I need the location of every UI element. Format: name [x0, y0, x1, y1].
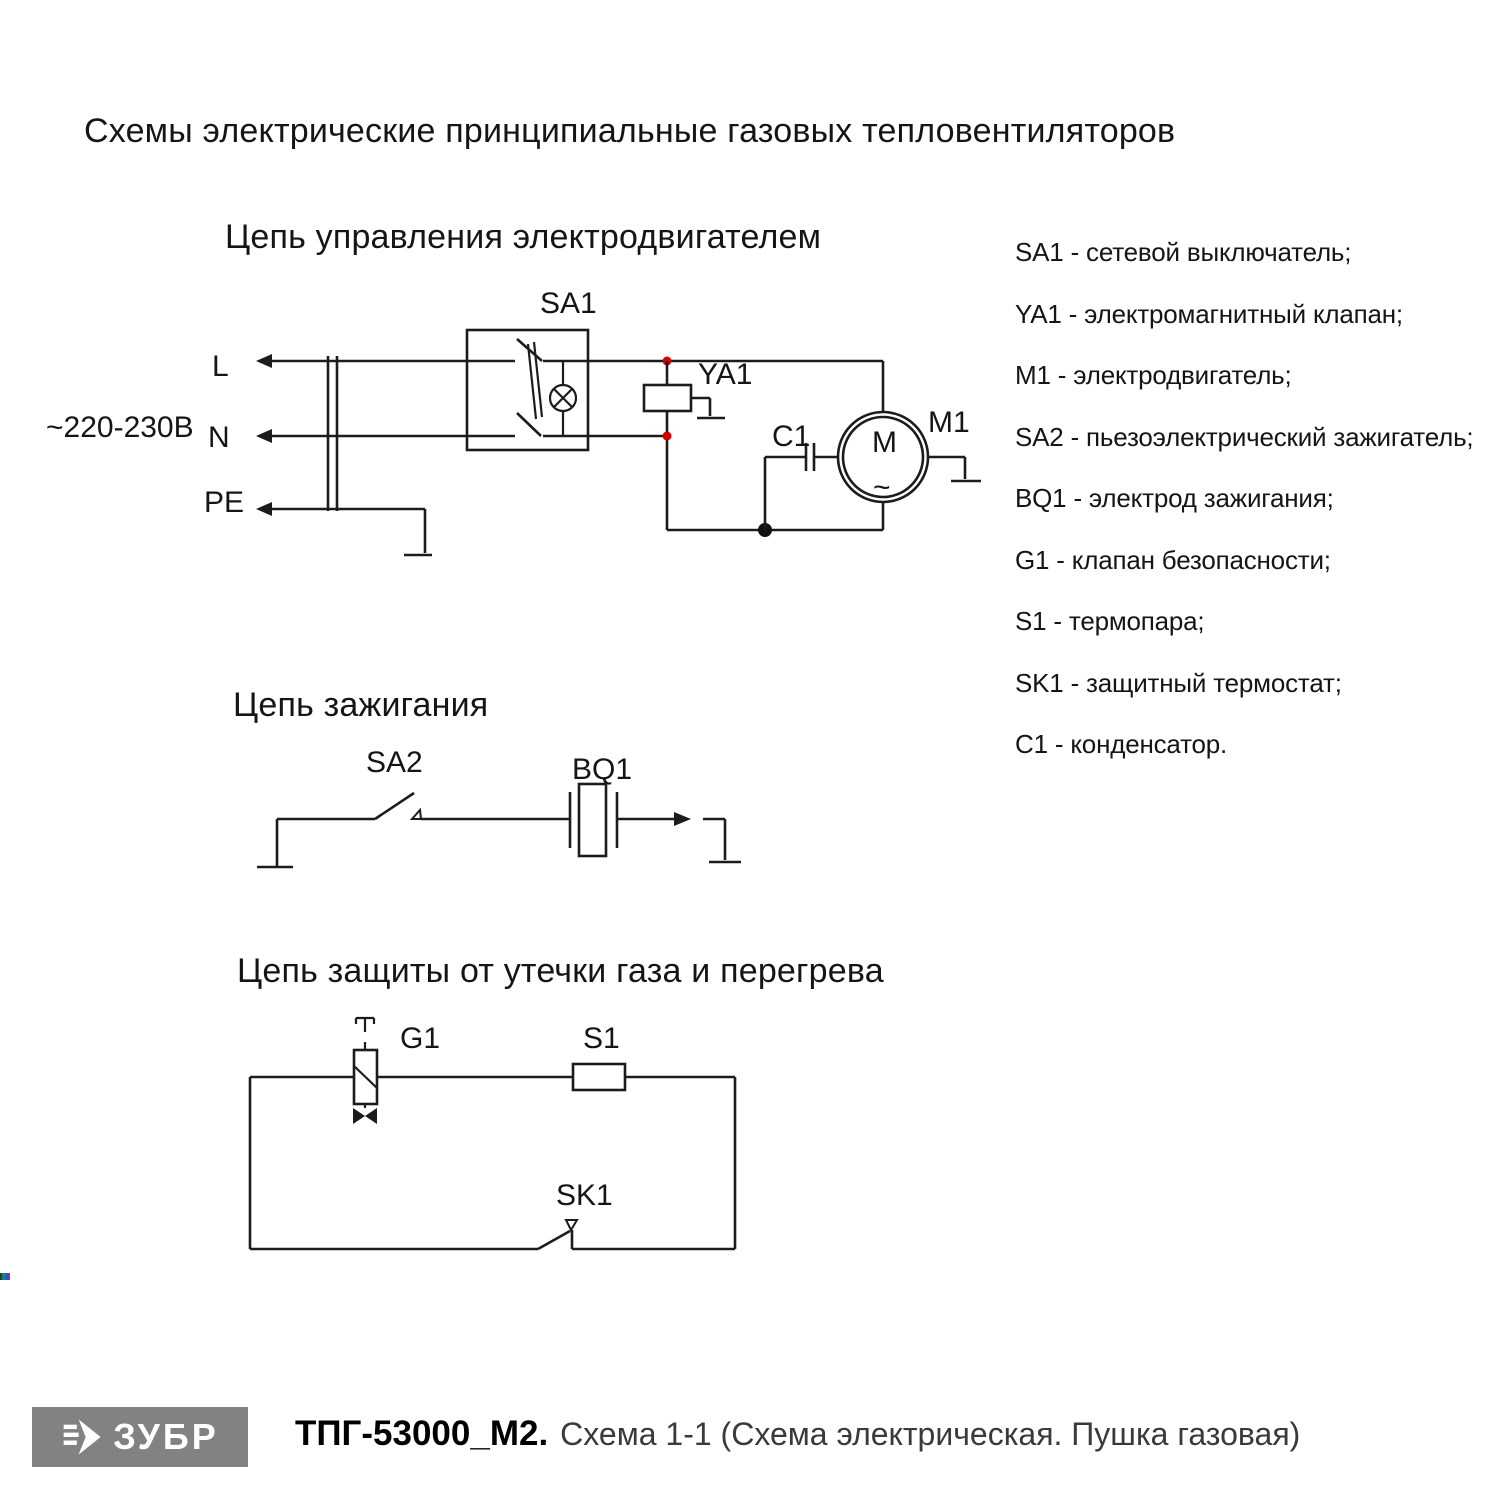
legend-item-g1: G1 - клапан безопасности;	[1015, 544, 1331, 575]
legend-item-s1: S1 - термопара;	[1015, 606, 1205, 636]
label-bq1: BQ1	[572, 753, 633, 786]
legend-item-sk1: SK1 - защитный термостат;	[1015, 667, 1342, 698]
legend-item-sa2: SA2 - пьезоэлектрический зажигатель;	[1015, 421, 1474, 452]
label-s1: S1	[583, 1022, 620, 1055]
label-ya1: YA1	[698, 358, 753, 391]
label-motor-ac: ~	[873, 471, 891, 504]
label-neutral: N	[208, 421, 230, 454]
label-voltage: ~220-230В	[46, 411, 194, 444]
model-number: ТПГ-53000_М2.	[295, 1414, 549, 1453]
bq1-spark-electrode-symbol	[570, 784, 741, 862]
legend-item-bq1: BQ1 - электрод зажигания;	[1015, 483, 1334, 513]
label-line: L	[212, 350, 229, 383]
label-sa1: SA1	[540, 287, 597, 320]
legend-item-ya1: YA1 - электромагнитный клапан;	[1015, 298, 1403, 329]
label-m1: M1	[928, 406, 970, 439]
label-sk1: SK1	[556, 1179, 613, 1212]
scheme-caption: Схема 1-1 (Схема электрическая. Пушка газовая)	[560, 1416, 1301, 1452]
footer-caption	[295, 1414, 1300, 1454]
brand-name: ЗУБР	[113, 1416, 219, 1457]
sa2-piezo-switch-symbol	[257, 793, 570, 867]
section-title-motor-control: Цепь управления электродвигателем	[225, 218, 822, 256]
label-c1: C1	[772, 420, 811, 453]
legend-item-m1: M1 - электродвигатель;	[1015, 360, 1292, 390]
section-title-ignition: Цепь зажигания	[233, 686, 489, 724]
page-title: Схемы электрические принципиальные газовых тепловентиляторов	[84, 112, 1176, 150]
zubr-brand-icon	[61, 1415, 105, 1459]
zubr-logo	[32, 1407, 248, 1467]
edge-artifact	[0, 1273, 10, 1280]
protection-loop-wires	[250, 1077, 735, 1249]
sk1-thermostat-symbol	[538, 1220, 577, 1249]
sa1-switch-symbol	[467, 330, 883, 450]
legend	[1015, 222, 1473, 776]
legend-item-c1: C1 - конденсатор.	[1015, 729, 1228, 759]
s1-thermocouple-symbol	[573, 1064, 625, 1090]
label-pe: PE	[204, 486, 245, 519]
label-sa2: SA2	[366, 746, 423, 779]
mains-input-symbol	[256, 354, 515, 555]
junction-dot-red-n	[663, 432, 672, 441]
legend-item-sa1: SA1 - сетевой выключатель;	[1015, 237, 1352, 267]
g1-safety-valve-symbol	[353, 1018, 377, 1124]
label-g1: G1	[400, 1022, 441, 1055]
footer	[0, 1390, 1500, 1500]
label-motor-m: M	[872, 426, 897, 459]
section-title-protection: Цепь защиты от утечки газа и перегрева	[237, 952, 884, 990]
m1-motor-symbol	[838, 361, 981, 530]
